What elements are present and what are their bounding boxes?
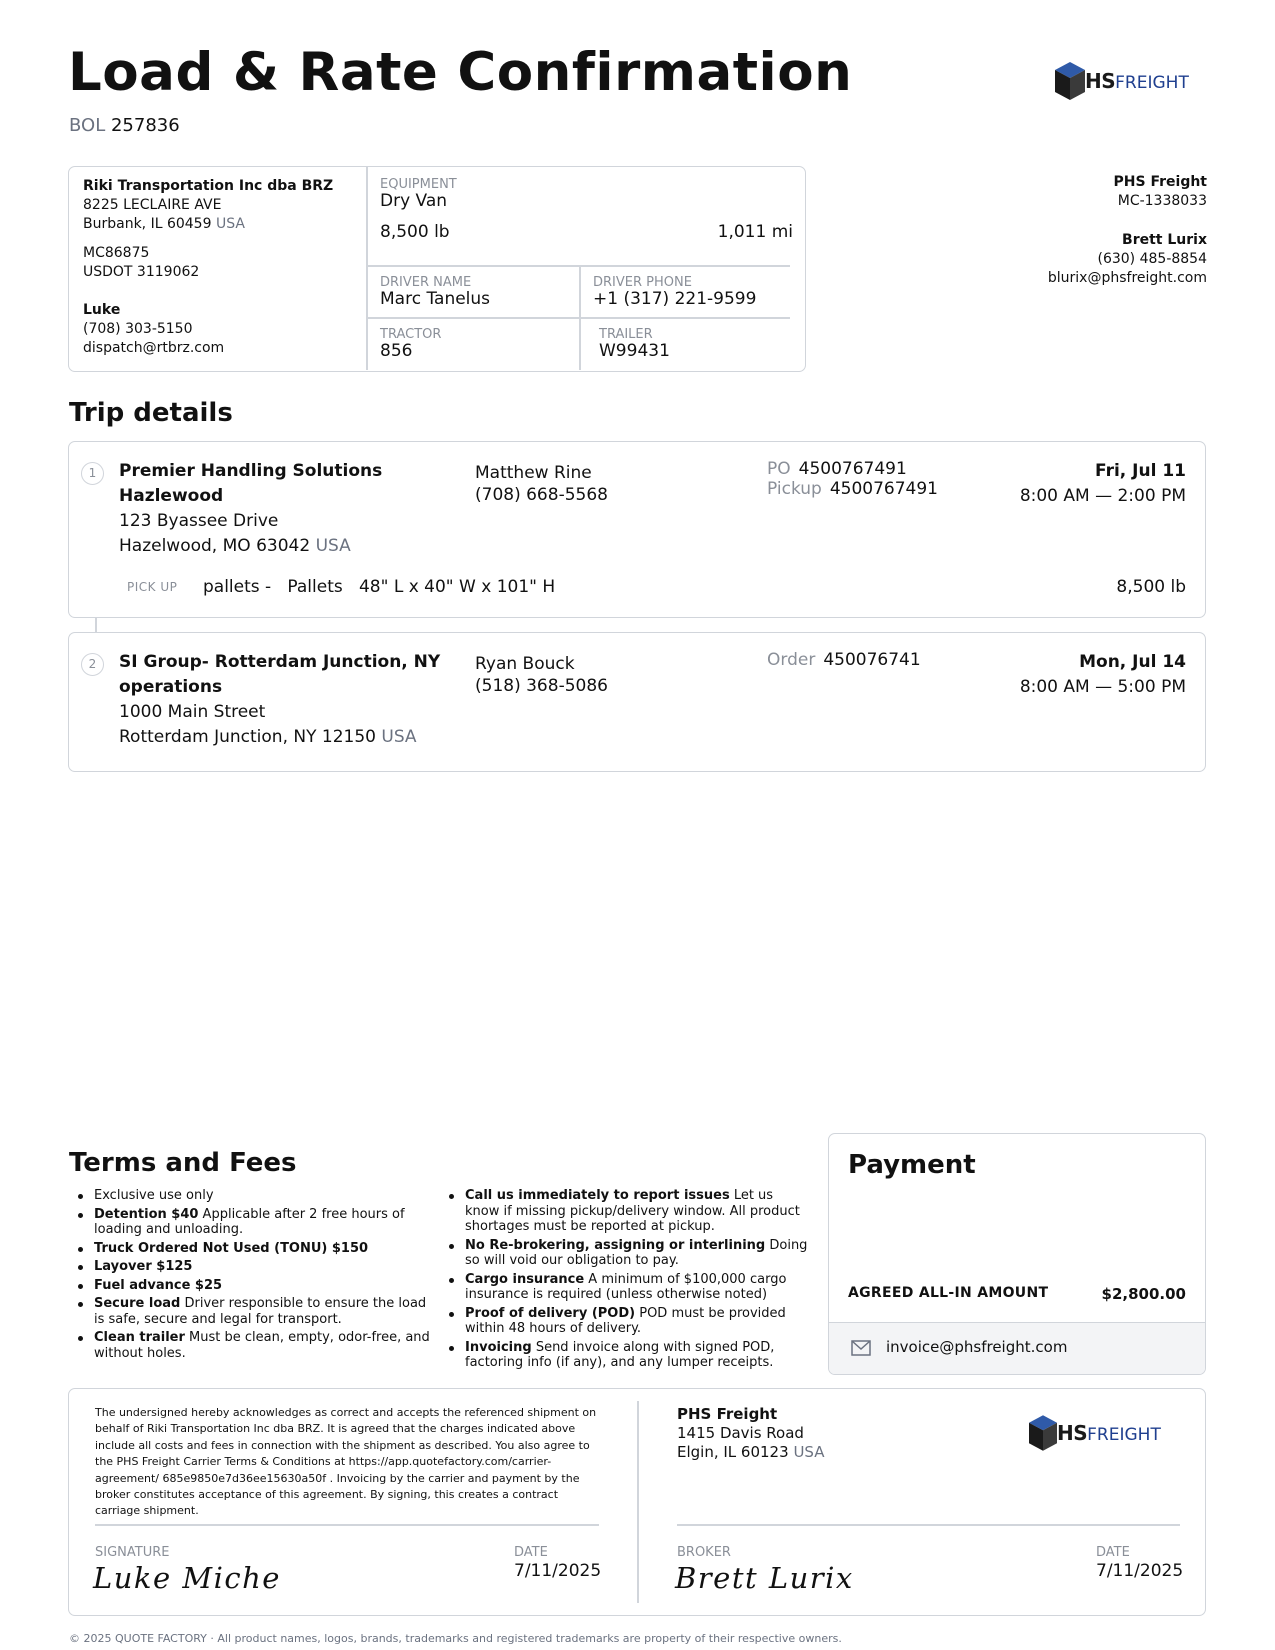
driver-name-label: DRIVER NAME bbox=[380, 275, 472, 290]
list-item: Truck Ordered Not Used (TONU) $150 bbox=[70, 1241, 430, 1257]
carrier-name: Riki Transportation Inc dba BRZ bbox=[83, 178, 334, 194]
stop-contact-name: Matthew Rine bbox=[475, 463, 592, 483]
payment-box bbox=[828, 1133, 1206, 1375]
commodity: pallets - bbox=[203, 577, 272, 597]
carrier-equipment-box bbox=[68, 166, 806, 372]
stop-number: 1 bbox=[81, 462, 104, 485]
bol-value: 257836 bbox=[110, 115, 180, 136]
agreed-amount-label: AGREED ALL-IN AMOUNT bbox=[848, 1285, 1049, 1301]
divider bbox=[366, 167, 368, 370]
stop-contact bbox=[475, 653, 608, 697]
stop-contact-phone: (708) 668-5568 bbox=[475, 485, 608, 505]
stop-name-line2: Hazlewood bbox=[119, 486, 224, 506]
list-item: Proof of delivery (POD) POD must be provided within 48 hours of delivery. bbox=[441, 1306, 811, 1337]
broker-company: PHS Freight bbox=[1113, 174, 1207, 190]
signature-line bbox=[95, 1524, 599, 1526]
stop-name-line2: operations bbox=[119, 677, 223, 697]
acknowledgement-text: The undersigned hereby acknowledges as correct and accepts the referenced shipment on behalf of Riki Transportation Inc dba BRZ. It is agreed that the charges indicated above include all costs and fees in connection with the shipment as described. You also agree to the PHS Freight Carrier Terms & Conditions at https://app.quotefactory.com/carrier-agreement/ 685e9850e7d36ee15630a50f . Invoicing by the carrier and payment by the broker constitutes acceptance of this agreement. By signing, this creates a contract carriage shipment. bbox=[95, 1406, 597, 1518]
ref-value: 4500767491 bbox=[798, 459, 907, 479]
carrier-contact-email: dispatch@rtbrz.com bbox=[83, 340, 225, 356]
stop-contact bbox=[475, 462, 608, 506]
trailer-label: TRAILER bbox=[599, 327, 653, 342]
broker-address-country: USA bbox=[793, 1443, 825, 1461]
stop-street: 1000 Main Street bbox=[119, 702, 266, 722]
logo-text-bold: HS bbox=[1057, 1421, 1088, 1445]
list-item: Cargo insurance A minimum of $100,000 cargo insurance is required (unless otherwise noted) bbox=[441, 1272, 811, 1303]
packaging: Pallets bbox=[287, 577, 343, 597]
list-item: Fuel advance $25 bbox=[70, 1278, 430, 1294]
broker-agent-name: Brett Lurix bbox=[1122, 232, 1207, 248]
divider bbox=[637, 1401, 639, 1603]
terms-list-right bbox=[441, 1188, 811, 1374]
trailer-number: W99431 bbox=[599, 341, 670, 361]
invoice-bar bbox=[829, 1322, 1205, 1374]
stop-street: 123 Byassee Drive bbox=[119, 511, 279, 531]
commodity-line bbox=[203, 577, 555, 597]
ref-value: 450076741 bbox=[823, 650, 921, 670]
phs-logo bbox=[1029, 1415, 1161, 1451]
stop-country: USA bbox=[315, 536, 351, 556]
stop-city: Rotterdam Junction, NY 12150 bbox=[119, 727, 376, 747]
stop-references bbox=[767, 650, 921, 670]
list-item: Exclusive use only bbox=[70, 1188, 430, 1204]
carrier-contact-name: Luke bbox=[83, 302, 121, 318]
broker-address-company: PHS Freight bbox=[677, 1405, 778, 1423]
ref-label: PO bbox=[767, 459, 791, 479]
list-item: Call us immediately to report issues Let us know if missing pickup/delivery window. All product shortages must be reported at pickup. bbox=[441, 1188, 811, 1235]
commodity-weight: 8,500 lb bbox=[1116, 577, 1186, 597]
divider bbox=[366, 317, 790, 319]
stop-time-window: 8:00 AM — 2:00 PM bbox=[1019, 486, 1186, 506]
logo-text: FREIGHT bbox=[1087, 1425, 1161, 1445]
list-item: Secure load Driver responsible to ensure the load is safe, secure and legal for transport. bbox=[70, 1296, 430, 1327]
signature-label: SIGNATURE bbox=[95, 1545, 170, 1560]
broker-agent-email: blurix@phsfreight.com bbox=[1047, 270, 1207, 286]
trip-details-heading: Trip details bbox=[69, 398, 233, 428]
equipment-label: EQUIPMENT bbox=[380, 177, 457, 192]
phs-logo bbox=[1055, 62, 1189, 100]
driver-phone-label: DRIVER PHONE bbox=[593, 275, 692, 290]
broker-address-street: 1415 Davis Road bbox=[677, 1424, 804, 1442]
driver-name: Marc Tanelus bbox=[380, 289, 491, 309]
date-label: DATE bbox=[1096, 1545, 1130, 1560]
mail-icon bbox=[851, 1340, 871, 1356]
dimensions: 48" L x 40" W x 101" H bbox=[358, 577, 556, 597]
load-weight: 8,500 lb bbox=[380, 222, 450, 242]
stop-card bbox=[68, 632, 1206, 772]
stop-card bbox=[68, 441, 1206, 618]
terms-heading: Terms and Fees bbox=[69, 1148, 297, 1178]
divider bbox=[366, 265, 790, 267]
signature-box bbox=[68, 1388, 1206, 1616]
stop-name-line1: SI Group- Rotterdam Junction, NY bbox=[119, 652, 441, 672]
trip-distance: 1,011 mi bbox=[717, 222, 793, 242]
broker-label: BROKER bbox=[677, 1545, 731, 1560]
carrier-mc: MC86875 bbox=[83, 245, 150, 261]
list-item: No Re-brokering, assigning or interlining Doing so will void our obligation to pay. bbox=[441, 1238, 811, 1269]
terms-list-left bbox=[70, 1188, 430, 1364]
carrier-address: 8225 LECLAIRE AVE bbox=[83, 197, 222, 213]
stop-action-label: PICK UP bbox=[127, 580, 178, 594]
tractor-label: TRACTOR bbox=[380, 327, 442, 342]
page-title: Load & Rate Confirmation bbox=[68, 42, 853, 103]
list-item: Clean trailer Must be clean, empty, odor-free, and without holes. bbox=[70, 1330, 430, 1361]
tractor-number: 856 bbox=[380, 341, 413, 361]
stop-address bbox=[119, 650, 459, 750]
list-item: Detention $40 Applicable after 2 free hours of loading and unloading. bbox=[70, 1207, 430, 1238]
broker-agent-phone: (630) 485-8854 bbox=[1097, 251, 1207, 267]
driver-phone: +1 (317) 221-9599 bbox=[593, 289, 757, 309]
stop-name-line1: Premier Handling Solutions bbox=[119, 461, 383, 481]
carrier-country: USA bbox=[215, 216, 245, 232]
carrier-usdot: USDOT 3119062 bbox=[83, 264, 200, 280]
broker-address bbox=[677, 1405, 824, 1462]
ref-value: 4500767491 bbox=[829, 479, 939, 499]
stop-references bbox=[767, 459, 938, 499]
date-label: DATE bbox=[514, 1545, 548, 1560]
stop-number: 2 bbox=[81, 653, 104, 676]
broker-date: 7/11/2025 bbox=[1096, 1561, 1184, 1581]
list-item: Invoicing Send invoice along with signed POD, factoring info (if any), and any lumper receipts. bbox=[441, 1340, 811, 1371]
stop-date: Fri, Jul 11 bbox=[1095, 461, 1186, 481]
stop-schedule bbox=[1020, 459, 1186, 509]
broker-address-city: Elgin, IL 60123 bbox=[677, 1443, 789, 1461]
stop-contact-phone: (518) 368-5086 bbox=[475, 676, 608, 696]
stop-connector bbox=[95, 618, 97, 632]
broker-signature: Brett Lurix bbox=[675, 1561, 854, 1595]
bol-label: BOL bbox=[69, 115, 106, 136]
broker-mc: MC-1338033 bbox=[1117, 193, 1207, 209]
stop-contact-name: Ryan Bouck bbox=[475, 654, 575, 674]
stop-date: Mon, Jul 14 bbox=[1079, 652, 1186, 672]
stop-city: Hazelwood, MO 63042 bbox=[119, 536, 311, 556]
divider bbox=[579, 265, 581, 370]
agreed-amount: $2,800.00 bbox=[1101, 1285, 1186, 1303]
signature-line bbox=[677, 1524, 1180, 1526]
carrier-contact-phone: (708) 303-5150 bbox=[83, 321, 193, 337]
stop-address bbox=[119, 459, 449, 559]
logo-text: FREIGHT bbox=[1115, 73, 1189, 93]
invoice-email-link[interactable]: invoice@phsfreight.com bbox=[886, 1338, 1068, 1356]
carrier-city: Burbank, IL 60459 bbox=[83, 216, 212, 232]
broker-info bbox=[1048, 173, 1207, 288]
stop-country: USA bbox=[381, 727, 417, 747]
stop-schedule bbox=[1020, 650, 1186, 700]
bol-number bbox=[69, 115, 180, 136]
carrier-info bbox=[83, 177, 363, 358]
equipment-value: Dry Van bbox=[380, 191, 448, 211]
logo-cube-icon bbox=[1055, 62, 1085, 100]
logo-text-bold: HS bbox=[1085, 69, 1116, 93]
footer-copyright: © 2025 QUOTE FACTORY · All product names, logos, brands, trademarks and registered trademarks are property of their respective owners. bbox=[69, 1632, 842, 1645]
carrier-date: 7/11/2025 bbox=[514, 1561, 602, 1581]
carrier-signature: Luke Miche bbox=[93, 1561, 281, 1595]
ref-label: Pickup bbox=[767, 479, 822, 499]
list-item: Layover $125 bbox=[70, 1259, 430, 1275]
payment-heading: Payment bbox=[848, 1150, 976, 1180]
logo-cube-icon bbox=[1029, 1415, 1057, 1451]
ref-label: Order bbox=[767, 650, 816, 670]
stop-time-window: 8:00 AM — 5:00 PM bbox=[1019, 677, 1186, 697]
